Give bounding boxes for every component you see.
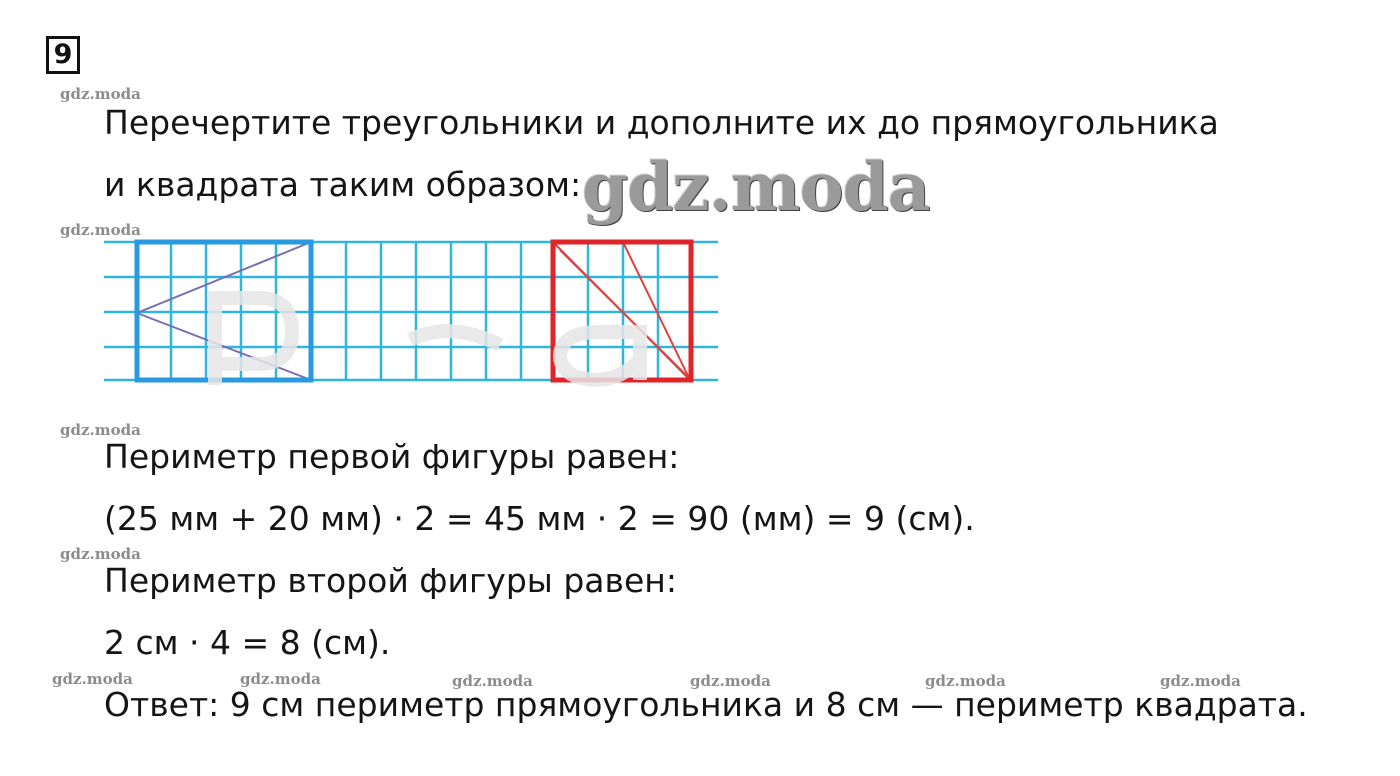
answer: Ответ: 9 см периметр прямоугольника и 8 см — периметр квадрата.	[104, 685, 1308, 724]
watermark-text: gdz.moda	[690, 672, 771, 690]
watermark-logo: gdz.moda	[582, 148, 930, 226]
perimeter2-calculation: 2 см · 4 = 8 (см).	[104, 623, 391, 662]
graph-paper	[104, 242, 718, 380]
watermark-text: gdz.moda	[52, 670, 133, 688]
instruction-line-1: Перечертите треугольники и дополните их до прямоугольника	[104, 103, 1219, 142]
watermark-text: gdz.moda	[925, 672, 1006, 690]
perimeter2-label: Периметр второй фигуры равен:	[104, 561, 677, 600]
instruction-line-2: и квадрата таким образом:	[104, 165, 582, 204]
watermark-text: gdz.moda	[60, 545, 141, 563]
watermark-text: gdz.moda	[60, 421, 141, 439]
watermark-text: gdz.moda	[240, 670, 321, 688]
watermark-text: gdz.moda	[452, 672, 533, 690]
perimeter1-label: Периметр первой фигуры равен:	[104, 437, 680, 476]
watermark-text: gdz.moda	[60, 85, 141, 103]
watermark-text: gdz.moda	[1160, 672, 1241, 690]
task-number: 9	[46, 36, 80, 74]
perimeter1-calculation: (25 мм + 20 мм) · 2 = 45 мм · 2 = 90 (мм) = 9 (см).	[104, 499, 975, 538]
watermark-text: gdz.moda	[60, 221, 141, 239]
